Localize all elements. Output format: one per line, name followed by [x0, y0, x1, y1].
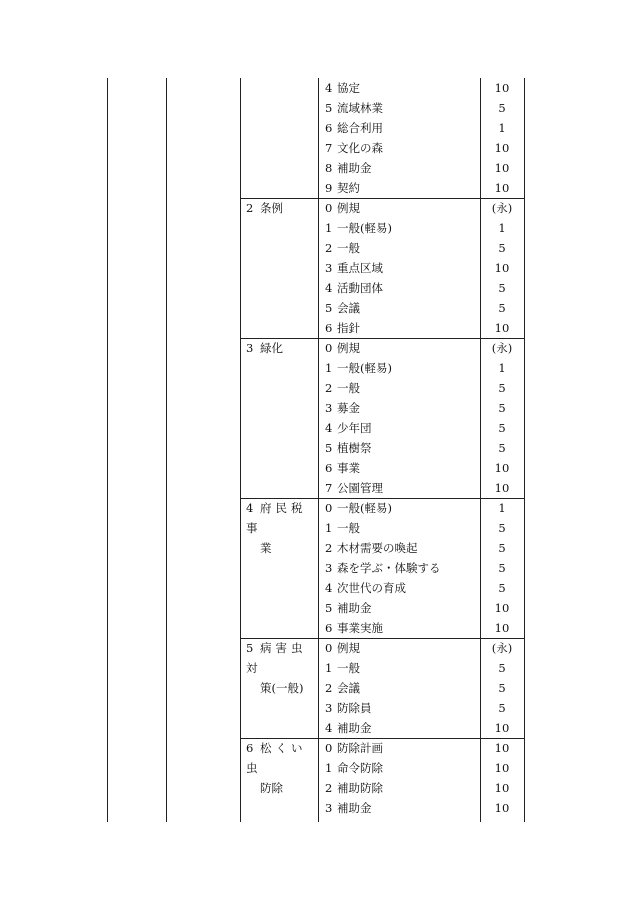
category-line-1	[246, 498, 320, 538]
retention-cell	[480, 418, 524, 438]
item-number: 5	[325, 441, 333, 455]
item-number: 5	[325, 301, 333, 315]
retention-years: 5	[498, 441, 506, 455]
item-row	[325, 778, 383, 798]
retention-years: 10	[494, 141, 510, 155]
item-row	[325, 638, 360, 658]
category-label: 条例	[260, 201, 283, 215]
item-number: 0	[325, 201, 333, 215]
retention-years: 5	[498, 541, 506, 555]
retention-cell	[480, 598, 524, 618]
category-number: 3	[246, 341, 254, 355]
item-number: 0	[325, 741, 333, 755]
retention-cell	[480, 578, 524, 598]
item-number: 4	[325, 281, 333, 295]
item-name: 命令防除	[337, 761, 383, 775]
item-row	[325, 158, 372, 178]
item-number: 8	[325, 161, 333, 175]
retention-cell	[480, 718, 524, 738]
item-number: 1	[325, 761, 333, 775]
retention-years: 1	[498, 501, 506, 515]
retention-years: 10	[494, 321, 510, 335]
retention-cell	[480, 558, 524, 578]
item-number: 4	[325, 721, 333, 735]
retention-cell	[480, 98, 524, 118]
retention-years: 10	[494, 81, 510, 95]
item-number: 5	[325, 101, 333, 115]
item-row	[325, 658, 360, 678]
retention-cell	[480, 518, 524, 538]
retention-cell	[480, 178, 524, 198]
retention-cell	[480, 658, 524, 678]
item-row	[325, 738, 383, 758]
retention-years: 5	[498, 661, 506, 675]
item-row	[325, 398, 360, 418]
retention-years: 10	[494, 461, 510, 475]
item-number: 4	[325, 421, 333, 435]
retention-years: 10	[494, 161, 510, 175]
item-number: 6	[325, 121, 333, 135]
item-row	[325, 538, 418, 558]
item-name: 重点区域	[337, 261, 383, 275]
category-line-2	[246, 678, 320, 698]
category-label: 府民税事	[246, 501, 307, 535]
category-cell	[246, 638, 320, 698]
retention-cell	[480, 398, 524, 418]
column-border-2	[166, 78, 167, 822]
item-name: 総合利用	[337, 121, 383, 135]
retention-cell	[480, 298, 524, 318]
item-name: 一般	[337, 661, 360, 675]
item-number: 2	[325, 781, 333, 795]
retention-years: 5	[498, 381, 506, 395]
item-row	[325, 238, 360, 258]
item-name: 例規	[337, 341, 360, 355]
item-number: 4	[325, 81, 333, 95]
retention-cell	[480, 158, 524, 178]
item-name: 協定	[337, 81, 360, 95]
category-line-1	[246, 198, 320, 218]
item-name: 会議	[337, 301, 360, 315]
item-number: 2	[325, 241, 333, 255]
retention-cell	[480, 378, 524, 398]
category-cell	[246, 198, 320, 218]
item-row	[325, 178, 360, 198]
retention-years: 10	[494, 181, 510, 195]
item-number: 3	[325, 401, 333, 415]
item-name: 一般	[337, 241, 360, 255]
item-name: 補助金	[337, 161, 372, 175]
item-row	[325, 198, 360, 218]
retention-cell	[480, 138, 524, 158]
category-number: 4	[246, 501, 254, 515]
item-name: 事業	[337, 461, 360, 475]
item-name: 指針	[337, 321, 360, 335]
item-name: 募金	[337, 401, 360, 415]
retention-years: 10	[494, 481, 510, 495]
category-label-cont: 防除	[260, 781, 283, 795]
item-number: 3	[325, 261, 333, 275]
item-row	[325, 438, 372, 458]
retention-cell	[480, 118, 524, 138]
item-name: 一般	[337, 521, 360, 535]
item-number: 7	[325, 481, 333, 495]
retention-cell	[480, 318, 524, 338]
retention-years: 10	[494, 761, 510, 775]
retention-years: 10	[494, 621, 510, 635]
item-name: 一般(軽易)	[337, 221, 392, 235]
item-row	[325, 378, 360, 398]
item-number: 2	[325, 541, 333, 555]
column-border-3	[240, 78, 241, 822]
retention-years: 10	[494, 721, 510, 735]
item-row	[325, 458, 360, 478]
category-line-1	[246, 738, 320, 778]
item-name: 一般(軽易)	[337, 361, 392, 375]
category-label: 病害虫対	[246, 641, 307, 675]
retention-years: 1	[498, 121, 506, 135]
item-name: 補助金	[337, 721, 372, 735]
item-row	[325, 218, 392, 238]
retention-cell	[480, 198, 524, 218]
retention-years: 5	[498, 281, 506, 295]
category-cell	[246, 738, 320, 798]
retention-cell	[480, 638, 524, 658]
item-name: 少年団	[337, 421, 372, 435]
retention-years: 5	[498, 241, 506, 255]
retention-years: 5	[498, 421, 506, 435]
item-row	[325, 258, 383, 278]
retention-cell	[480, 338, 524, 358]
retention-cell	[480, 238, 524, 258]
item-name: 木材需要の喚起	[337, 541, 418, 555]
category-number: 6	[246, 741, 254, 755]
item-row	[325, 78, 360, 98]
item-name: 契約	[337, 181, 360, 195]
retention-years: (永)	[491, 341, 513, 355]
category-line-1	[246, 338, 320, 358]
retention-cell	[480, 778, 524, 798]
retention-years: 5	[498, 521, 506, 535]
item-row	[325, 318, 360, 338]
category-line-2	[246, 538, 320, 558]
category-cell	[246, 338, 320, 358]
retention-cell	[480, 498, 524, 518]
item-name: 森を学ぶ・体験する	[337, 561, 441, 575]
retention-years: 5	[498, 701, 506, 715]
retention-years: 1	[498, 221, 506, 235]
retention-cell	[480, 438, 524, 458]
item-row	[325, 498, 392, 518]
item-row	[325, 518, 360, 538]
item-row	[325, 718, 372, 738]
item-name: 補助金	[337, 801, 372, 815]
retention-cell	[480, 478, 524, 498]
item-name: 次世代の育成	[337, 581, 406, 595]
item-name: 文化の森	[337, 141, 383, 155]
item-row	[325, 798, 372, 818]
item-number: 3	[325, 561, 333, 575]
item-name: 事業実施	[337, 621, 383, 635]
item-number: 9	[325, 181, 333, 195]
item-number: 0	[325, 341, 333, 355]
item-number: 6	[325, 621, 333, 635]
item-name: 流域林業	[337, 101, 383, 115]
item-number: 2	[325, 681, 333, 695]
retention-years: 5	[498, 561, 506, 575]
retention-cell	[480, 698, 524, 718]
category-line-2	[246, 778, 320, 798]
item-number: 1	[325, 661, 333, 675]
retention-cell	[480, 678, 524, 698]
item-row	[325, 698, 372, 718]
retention-years: 10	[494, 801, 510, 815]
category-line-1	[246, 638, 320, 678]
retention-years: 1	[498, 361, 506, 375]
item-row	[325, 758, 383, 778]
retention-years: 5	[498, 681, 506, 695]
retention-years: 5	[498, 301, 506, 315]
retention-cell	[480, 458, 524, 478]
item-name: 一般	[337, 381, 360, 395]
category-label-cont: 策(一般)	[260, 681, 304, 695]
item-number: 0	[325, 501, 333, 515]
item-number: 0	[325, 641, 333, 655]
item-row	[325, 618, 383, 638]
item-row	[325, 598, 372, 618]
retention-cell	[480, 798, 524, 818]
item-number: 3	[325, 701, 333, 715]
category-cell	[246, 498, 320, 558]
category-label: 松くい虫	[246, 741, 307, 775]
item-name: 補助金	[337, 601, 372, 615]
item-row	[325, 418, 372, 438]
retention-cell	[480, 538, 524, 558]
item-name: 例規	[337, 641, 360, 655]
item-row	[325, 678, 360, 698]
item-row	[325, 118, 383, 138]
item-row	[325, 578, 406, 598]
category-number: 2	[246, 201, 254, 215]
item-number: 6	[325, 461, 333, 475]
item-row	[325, 298, 360, 318]
item-row	[325, 278, 383, 298]
retention-cell	[480, 78, 524, 98]
retention-cell	[480, 278, 524, 298]
item-number: 7	[325, 141, 333, 155]
column-border-1	[107, 78, 108, 822]
item-number: 3	[325, 801, 333, 815]
retention-cell	[480, 758, 524, 778]
item-row	[325, 558, 441, 578]
retention-years: 5	[498, 581, 506, 595]
item-number: 6	[325, 321, 333, 335]
item-row	[325, 478, 383, 498]
retention-years: 10	[494, 261, 510, 275]
item-row	[325, 98, 383, 118]
retention-years: (永)	[491, 641, 513, 655]
retention-cell	[480, 258, 524, 278]
item-name: 一般(軽易)	[337, 501, 392, 515]
column-border-6	[524, 78, 525, 822]
item-name: 補助防除	[337, 781, 383, 795]
retention-years: 5	[498, 101, 506, 115]
retention-years: 5	[498, 401, 506, 415]
item-name: 会議	[337, 681, 360, 695]
item-name: 防除計画	[337, 741, 383, 755]
retention-years: (永)	[491, 201, 513, 215]
item-name: 公園管理	[337, 481, 383, 495]
item-number: 5	[325, 601, 333, 615]
item-number: 1	[325, 361, 333, 375]
item-row	[325, 138, 383, 158]
retention-cell	[480, 738, 524, 758]
retention-cell	[480, 618, 524, 638]
category-label: 緑化	[260, 341, 283, 355]
item-name: 活動団体	[337, 281, 383, 295]
category-number: 5	[246, 641, 254, 655]
retention-years: 10	[494, 781, 510, 795]
item-name: 植樹祭	[337, 441, 372, 455]
retention-years: 10	[494, 741, 510, 755]
retention-cell	[480, 218, 524, 238]
category-label-cont: 業	[260, 541, 272, 555]
retention-years: 10	[494, 601, 510, 615]
retention-cell	[480, 358, 524, 378]
item-number: 1	[325, 221, 333, 235]
item-number: 2	[325, 381, 333, 395]
item-row	[325, 338, 360, 358]
item-name: 例規	[337, 201, 360, 215]
item-row	[325, 358, 392, 378]
item-number: 1	[325, 521, 333, 535]
item-number: 4	[325, 581, 333, 595]
item-name: 防除員	[337, 701, 372, 715]
column-border-4	[318, 78, 319, 822]
